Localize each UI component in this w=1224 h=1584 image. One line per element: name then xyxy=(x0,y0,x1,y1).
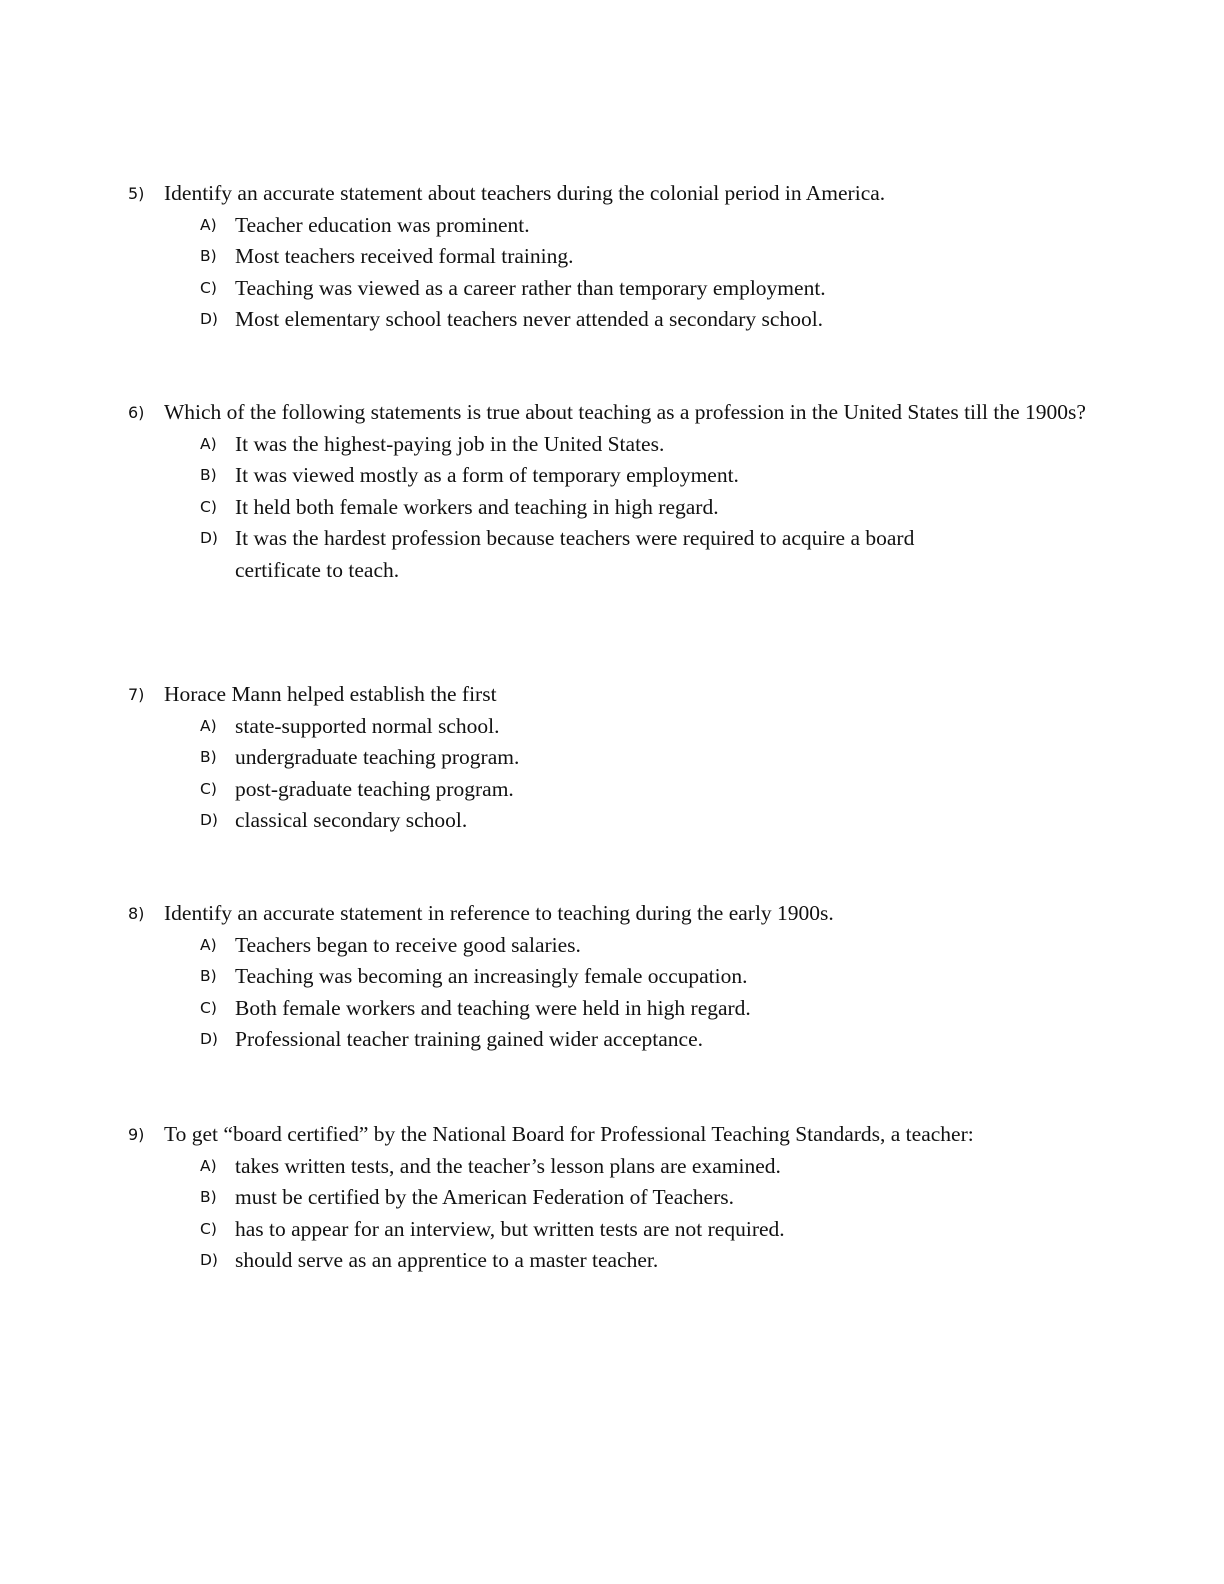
question-stem xyxy=(128,898,1088,930)
answer-options xyxy=(128,429,1088,587)
answer-option-d xyxy=(128,805,1088,837)
answer-option-c xyxy=(128,774,1088,806)
option-letter: A) xyxy=(200,434,217,453)
option-letter: C) xyxy=(200,779,217,798)
answer-option-a xyxy=(128,210,1088,242)
option-text: takes written tests, and the teacher’s lesson plans are examined. xyxy=(235,1153,781,1178)
option-letter: A) xyxy=(200,935,217,954)
answer-option-d xyxy=(128,1024,1088,1056)
question-text: Identify an accurate statement in reference to teaching during the early 1900s. xyxy=(164,901,834,925)
option-letter: D) xyxy=(200,1251,218,1269)
question-stem xyxy=(128,397,1088,429)
option-letter: D) xyxy=(200,811,218,829)
option-text: post-graduate teaching program. xyxy=(235,776,514,801)
option-letter: A) xyxy=(200,215,217,234)
answer-option-b xyxy=(128,241,1088,273)
answer-option-a xyxy=(128,1151,1088,1183)
question-number: 8) xyxy=(128,904,145,923)
answer-option-a xyxy=(128,711,1088,743)
answer-option-c xyxy=(128,492,1088,524)
option-letter: A) xyxy=(200,1156,217,1175)
question-text: Which of the following statements is true about teaching as a profession in the United States till the 1900s? xyxy=(164,400,1086,424)
option-text: Professional teacher training gained wider acceptance. xyxy=(235,1027,704,1051)
option-text: must be certified by the American Federation of Teachers. xyxy=(235,1185,734,1209)
option-text: Teacher education was prominent. xyxy=(235,212,530,237)
answer-options xyxy=(128,930,1088,1056)
answer-option-b xyxy=(128,961,1088,993)
option-text: It was the hardest profession because teachers were required to acquire a board certificate to teach. xyxy=(235,526,915,582)
option-letter: A) xyxy=(200,716,217,735)
question-text: To get “board certified” by the National Board for Professional Teaching Standards, a teacher: xyxy=(164,1122,974,1146)
option-text: Most teachers received formal training. xyxy=(235,244,574,268)
option-letter: D) xyxy=(200,310,218,328)
option-text: Teaching was viewed as a career rather than temporary employment. xyxy=(235,275,826,300)
question-number: 5) xyxy=(128,184,145,203)
answer-option-a xyxy=(128,429,1088,461)
option-letter: B) xyxy=(200,466,217,484)
question-number: 7) xyxy=(128,685,145,704)
answer-option-d xyxy=(128,1245,1088,1277)
answer-option-d xyxy=(128,304,1088,336)
question-9 xyxy=(128,1119,1088,1277)
option-text: classical secondary school. xyxy=(235,808,468,832)
question-stem xyxy=(128,1119,1088,1151)
answer-option-c xyxy=(128,1214,1088,1246)
answer-option-a xyxy=(128,930,1088,962)
option-letter: C) xyxy=(200,497,217,516)
option-text: has to appear for an interview, but written tests are not required. xyxy=(235,1216,785,1241)
question-text: Identify an accurate statement about teachers during the colonial period in America. xyxy=(164,181,886,205)
option-text: state-supported normal school. xyxy=(235,713,500,738)
question-stem xyxy=(128,679,1088,711)
question-stem xyxy=(128,178,1088,210)
question-5 xyxy=(128,178,1088,336)
option-text: Teaching was becoming an increasingly female occupation. xyxy=(235,964,748,988)
answer-option-b xyxy=(128,460,1088,492)
question-8 xyxy=(128,898,1088,1056)
answer-options xyxy=(128,210,1088,336)
option-letter: D) xyxy=(200,529,218,547)
answer-option-d xyxy=(128,523,1005,586)
answer-options xyxy=(128,1151,1088,1277)
option-letter: B) xyxy=(200,748,217,766)
answer-option-b xyxy=(128,1182,1088,1214)
option-text: Both female workers and teaching were held in high regard. xyxy=(235,995,751,1020)
question-text: Horace Mann helped establish the first xyxy=(164,682,497,706)
question-number: 9) xyxy=(128,1125,145,1144)
option-letter: C) xyxy=(200,998,217,1017)
option-text: undergraduate teaching program. xyxy=(235,745,520,769)
option-text: It held both female workers and teaching in high regard. xyxy=(235,494,719,519)
option-letter: C) xyxy=(200,278,217,297)
question-6 xyxy=(128,397,1088,586)
option-text: It was the highest-paying job in the United States. xyxy=(235,431,665,456)
option-text: Most elementary school teachers never attended a secondary school. xyxy=(235,307,824,331)
answer-option-c xyxy=(128,273,1088,305)
option-letter: B) xyxy=(200,247,217,265)
answer-options xyxy=(128,711,1088,837)
option-text: Teachers began to receive good salaries. xyxy=(235,932,581,957)
question-7 xyxy=(128,679,1088,837)
answer-option-b xyxy=(128,742,1088,774)
option-letter: B) xyxy=(200,1188,217,1206)
option-letter: B) xyxy=(200,967,217,985)
question-number: 6) xyxy=(128,403,145,422)
option-letter: C) xyxy=(200,1219,217,1238)
option-text: should serve as an apprentice to a master teacher. xyxy=(235,1248,659,1272)
answer-option-c xyxy=(128,993,1088,1025)
option-letter: D) xyxy=(200,1030,218,1048)
option-text: It was viewed mostly as a form of temporary employment. xyxy=(235,463,739,487)
